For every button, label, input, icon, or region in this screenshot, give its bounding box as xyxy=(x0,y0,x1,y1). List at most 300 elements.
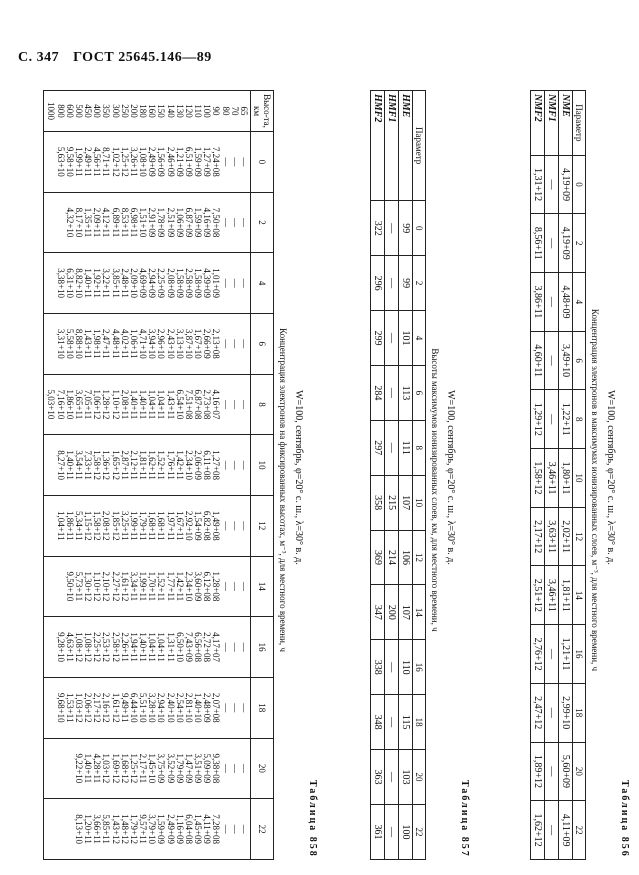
table-cell: 1,04+11 xyxy=(156,632,167,662)
table-cell: 1,22+11 xyxy=(559,390,573,449)
height-value: 500 xyxy=(73,104,84,118)
table-cell: 6,87+09 xyxy=(183,207,194,238)
table-cell: — xyxy=(545,683,559,742)
table-cell: 2,02+11 xyxy=(559,507,573,566)
height-value: 140 xyxy=(165,104,176,118)
table-row xyxy=(545,91,559,860)
table-cell: 1,58+12 xyxy=(92,450,103,481)
table-cell: 99 xyxy=(399,256,413,311)
hour-header: 22 xyxy=(413,804,426,859)
table-cell: 6,44+10 xyxy=(128,692,139,723)
table-cell: 107 xyxy=(399,475,413,530)
table-cell: 284 xyxy=(371,365,385,420)
hour-header: 20 xyxy=(413,750,426,805)
table-cell: 1,40+11 xyxy=(83,268,94,298)
height-value: 110 xyxy=(193,104,204,118)
table-cell: 1,67+11 xyxy=(174,511,185,541)
hour-header: 20 xyxy=(573,742,586,801)
table-cell: 2,07+08 xyxy=(211,692,222,723)
table-cell: 1,08+10 xyxy=(138,146,149,177)
height-value: 250 xyxy=(119,104,130,118)
table-cell: 2,06+12 xyxy=(83,692,94,723)
table-cell: — xyxy=(220,339,231,349)
hour-header: 2 xyxy=(251,192,274,253)
table-cell: 7,28+08 xyxy=(211,814,222,845)
table-cell: — xyxy=(220,217,231,227)
table-cell: 1,81+11 xyxy=(138,450,149,480)
table-cell: 2,34+10 xyxy=(183,571,194,602)
table-cell: 2,91+09 xyxy=(147,207,158,238)
table-cell: 3,31+10 xyxy=(55,328,66,359)
table-cell: 1,43+11 xyxy=(165,389,176,420)
table-cell: — xyxy=(545,801,559,860)
hour-header: 4 xyxy=(413,311,426,366)
table-cell: — xyxy=(545,331,559,390)
table-cell: — xyxy=(239,460,249,470)
page-number: С. 347 xyxy=(18,50,60,65)
table-cell: 2,43+10 xyxy=(165,328,176,359)
table-cell: 1,02+12 xyxy=(110,146,121,177)
table-cell: 1,27+08 xyxy=(211,450,222,481)
table-cell: 2,09+10 xyxy=(128,268,139,299)
hour-header: 16 xyxy=(251,617,274,678)
hour-header: 18 xyxy=(573,683,586,742)
table-cell: 1,97+11 xyxy=(165,511,176,541)
table-cell: — xyxy=(385,365,399,420)
table-cell: 1,78+09 xyxy=(156,207,167,238)
table-row xyxy=(559,91,573,860)
table-cell: — xyxy=(220,460,231,470)
param-name: HMF2 xyxy=(371,91,385,201)
table-cell: 361 xyxy=(371,804,385,859)
table-cell: 1,36+12 xyxy=(101,450,112,481)
table-cell: — xyxy=(239,581,249,591)
height-value: 130 xyxy=(174,104,185,118)
table-cell: 1,15+12 xyxy=(83,510,94,541)
table-cell: 2,13+08 xyxy=(211,328,222,359)
table-cell: 7,24+08 xyxy=(211,146,222,177)
table-cell: 1,70+11 xyxy=(147,571,158,602)
value-column xyxy=(44,374,251,435)
hour-header: 14 xyxy=(413,585,426,640)
table-856-label: Таблица 856 xyxy=(619,780,630,858)
table-cell: 1,40+11 xyxy=(138,632,149,662)
table-cell: 9,50+10 xyxy=(64,571,75,602)
table-cell: 1,49+08 xyxy=(211,510,222,541)
hour-header: 14 xyxy=(573,566,586,625)
table-cell: 4,71+10 xyxy=(138,328,149,359)
param-name: NME xyxy=(559,91,573,156)
table-cell: 3,13+10 xyxy=(174,328,185,359)
height-value: 70 xyxy=(229,106,240,116)
table-cell: — xyxy=(229,642,240,652)
value-column xyxy=(44,435,251,496)
hour-header: 8 xyxy=(573,390,586,449)
table-cell: 4,16+07 xyxy=(211,389,222,420)
table-cell: 3,60+09 xyxy=(193,571,204,602)
hour-header: 18 xyxy=(251,677,274,738)
height-value: 200 xyxy=(128,104,139,118)
table-cell: 1,31+12 xyxy=(531,155,545,214)
table-cell: — xyxy=(229,399,240,409)
table-cell: — xyxy=(545,625,559,684)
hour-header: 10 xyxy=(413,475,426,530)
table-cell: 6,87+08 xyxy=(193,389,204,420)
height-column xyxy=(44,91,251,132)
table-cell: 2,49+09 xyxy=(165,814,176,845)
table-cell: 1,21+09 xyxy=(174,146,185,177)
table-cell: 1,86+10 xyxy=(64,389,75,420)
table-cell: 1,58+12 xyxy=(531,449,545,508)
table-cell: 1,30+12 xyxy=(83,571,94,602)
table-cell: 2,66+09 xyxy=(202,328,213,359)
table-cell: 1,62+11 xyxy=(147,450,158,480)
table-857-caption: W=100, сентябрь, φ=20° с. ш., λ=30° в. д. xyxy=(445,390,456,565)
table-cell: 2,08+09 xyxy=(165,268,176,299)
table-cell: 1,06+09 xyxy=(174,207,185,238)
hour-header: 4 xyxy=(573,273,586,332)
table-cell: 4,11+09 xyxy=(559,801,573,860)
hour-header: 0 xyxy=(413,201,426,256)
table-cell: — xyxy=(229,824,240,834)
table-cell: 1,01+09 xyxy=(211,268,222,299)
hour-header: 2 xyxy=(573,214,586,273)
table-cell: 1,54+09 xyxy=(193,510,204,541)
table-header-row xyxy=(251,91,274,860)
table-cell: 2,73+08 xyxy=(202,389,213,420)
table-cell: — xyxy=(239,521,249,531)
table-cell: 1,68+11 xyxy=(156,511,167,541)
hour-header: 14 xyxy=(251,556,274,617)
table-cell: 2,25+09 xyxy=(156,268,167,299)
table-cell: 111 xyxy=(399,420,413,475)
param-name: HMF1 xyxy=(385,91,399,201)
table-cell: — xyxy=(385,695,399,750)
table-cell: — xyxy=(229,581,240,591)
table-cell: — xyxy=(385,420,399,475)
table-857-subcaption: Высоты максимумов ионизированных слоев, км, для местного времени, ч xyxy=(430,348,440,632)
table-cell: — xyxy=(239,703,249,713)
param-header: Параметр xyxy=(573,91,586,156)
hour-header: 0 xyxy=(573,155,586,214)
table-cell: 2,17+12 xyxy=(531,507,545,566)
table-cell: 5,85+11 xyxy=(101,814,112,844)
table-cell: 7,33+11 xyxy=(83,450,94,480)
table-cell: 1,65+12 xyxy=(110,450,121,481)
table-row xyxy=(385,91,399,860)
table-cell: 5,60+09 xyxy=(559,742,573,801)
table-cell: 1,27+09 xyxy=(202,146,213,177)
table-cell: 1,04+11 xyxy=(147,389,158,420)
table-cell: 4,56+11 xyxy=(92,147,103,177)
hour-header: 16 xyxy=(413,640,426,695)
table-cell: 2,58+12 xyxy=(110,632,121,662)
table-cell: 2,72+08 xyxy=(202,632,213,662)
table-cell: 1,40+11 xyxy=(64,450,75,480)
hour-header: 12 xyxy=(251,495,274,556)
table-cell: — xyxy=(220,278,231,288)
table-cell: 6,50+10 xyxy=(174,632,185,662)
table-cell: — xyxy=(239,642,249,652)
table-cell: 2,08+11 xyxy=(119,389,130,420)
table-cell: 2,54+10 xyxy=(174,692,185,723)
table-cell: 2,92+10 xyxy=(183,510,194,541)
table-cell: — xyxy=(220,763,231,773)
height-value: 180 xyxy=(138,104,149,118)
height-value: 600 xyxy=(64,104,75,118)
table-cell: 1,51+10 xyxy=(138,207,149,238)
table-cell: 348 xyxy=(371,695,385,750)
table-cell: 1,56+09 xyxy=(156,146,167,177)
table-cell: 3,38+10 xyxy=(55,268,66,299)
table-cell: 1,16+09 xyxy=(174,814,185,845)
table-cell: 1,59+09 xyxy=(156,814,167,845)
table-cell: 7,51+08 xyxy=(183,389,194,420)
table-cell: 3,65+11 xyxy=(73,389,84,420)
table-cell: 9,38+08 xyxy=(211,753,222,784)
table-cell: 3,63+11 xyxy=(545,507,559,566)
table-857 xyxy=(370,90,426,860)
table-cell: — xyxy=(220,581,231,591)
table-cell: 7,43+09 xyxy=(183,632,194,662)
table-cell: 8,71+11 xyxy=(101,147,112,177)
height-value: 800 xyxy=(55,104,66,118)
table-cell: 4,02+11 xyxy=(119,329,130,359)
table-cell: 2,94+10 xyxy=(156,692,167,723)
table-cell: 4,48+11 xyxy=(110,329,121,359)
table-cell: 8,88+10 xyxy=(73,328,84,359)
table-cell: 1,08+12 xyxy=(83,632,94,662)
table-cell: — xyxy=(229,460,240,470)
hour-header: 8 xyxy=(413,420,426,475)
table-cell: — xyxy=(239,824,249,834)
table-cell: — xyxy=(385,201,399,256)
rotated-tables xyxy=(15,90,630,865)
table-cell: 7,05+11 xyxy=(83,389,94,420)
height-value: 150 xyxy=(156,104,167,118)
table-cell: 1,89+12 xyxy=(531,742,545,801)
table-cell: 4,60+11 xyxy=(531,331,545,390)
hour-header: 18 xyxy=(413,695,426,750)
param-header: Параметр xyxy=(413,91,426,201)
height-value: 450 xyxy=(83,104,94,118)
table-cell: 1,20+11 xyxy=(83,814,94,844)
table-cell: 6,11+08 xyxy=(202,450,213,480)
table-cell: 1,62+12 xyxy=(531,801,545,860)
table-cell: 107 xyxy=(399,585,413,640)
value-column xyxy=(44,253,251,314)
table-cell: 8,53+11 xyxy=(119,207,130,238)
table-cell: — xyxy=(385,804,399,859)
table-cell: 3,49+10 xyxy=(559,331,573,390)
table-cell: 1,04+11 xyxy=(147,632,158,662)
table-cell: 3,46+11 xyxy=(545,449,559,508)
table-cell: 1,58+12 xyxy=(92,510,103,541)
hour-header: 4 xyxy=(251,253,274,314)
table-cell: 3,26+11 xyxy=(128,147,139,177)
table-cell: 338 xyxy=(371,640,385,695)
param-name: NMF2 xyxy=(531,91,545,156)
table-cell: 3,52+09 xyxy=(165,753,176,784)
table-858 xyxy=(43,90,274,860)
table-cell: 5,03+10 xyxy=(46,389,57,420)
table-cell: — xyxy=(545,214,559,273)
table-856-caption: W=100, сентябрь, φ=20° с. ш., λ=30° в. д. xyxy=(605,390,616,565)
table-cell: 2,08+12 xyxy=(101,510,112,541)
table-856 xyxy=(530,90,586,860)
table-cell: 2,26+11 xyxy=(119,632,130,662)
table-cell: 1,31+11 xyxy=(165,632,176,662)
value-column xyxy=(44,799,251,860)
table-cell: 1,58+09 xyxy=(174,268,185,299)
table-cell: — xyxy=(545,742,559,801)
table-cell: 6,12+08 xyxy=(202,571,213,602)
table-cell: 8,56+11 xyxy=(531,214,545,273)
table-cell: 6,51+09 xyxy=(183,146,194,177)
height-value: 160 xyxy=(147,104,158,118)
table-cell: 1,58+09 xyxy=(193,268,204,299)
height-value: 1000 xyxy=(46,102,57,120)
param-name: HME xyxy=(399,91,413,201)
table-cell: 2,06+09 xyxy=(193,450,204,481)
table-cell: 2,25+12 xyxy=(92,632,103,662)
table-cell: 1,35+11 xyxy=(83,207,94,238)
table-cell: 1,06+11 xyxy=(128,329,139,359)
table-cell: 3,66+11 xyxy=(92,814,103,844)
table-cell: — xyxy=(229,217,240,227)
hour-header: 6 xyxy=(413,365,426,420)
table-cell: 1,45+09 xyxy=(193,814,204,845)
table-cell: — xyxy=(229,157,240,167)
table-cell: 5,51+10 xyxy=(138,692,149,723)
table-cell: — xyxy=(239,763,249,773)
table-cell: — xyxy=(545,155,559,214)
table-cell: — xyxy=(385,256,399,311)
table-cell: 4,48+09 xyxy=(559,273,573,332)
table-858-subcaption: Концентрация электронов на фиксированных высотах, м⁻³, для местного времени, ч xyxy=(278,328,288,652)
height-header: Высо-та, км xyxy=(251,91,274,132)
table-cell: 2,51+09 xyxy=(165,207,176,238)
table-cell: 2,49+11 xyxy=(83,147,94,177)
table-cell: — xyxy=(220,824,231,834)
table-cell: 215 xyxy=(385,475,399,530)
table-cell: 297 xyxy=(371,420,385,475)
table-cell: 4,39+09 xyxy=(202,268,213,299)
height-value: 350 xyxy=(101,104,112,118)
hour-header: 10 xyxy=(251,435,274,496)
table-cell: 6,82+08 xyxy=(202,510,213,541)
table-row xyxy=(371,91,385,860)
hour-header: 10 xyxy=(573,449,586,508)
table-cell: 1,28+12 xyxy=(101,389,112,420)
table-cell: 9,68+10 xyxy=(55,692,66,723)
table-cell: 4,28+11 xyxy=(92,753,103,784)
height-value: 65 xyxy=(239,106,249,116)
table-cell: 3,22+11 xyxy=(101,268,112,298)
table-cell: 2,58+09 xyxy=(183,268,194,299)
table-cell: 8,17+10 xyxy=(73,207,84,238)
table-cell: 2,17+11 xyxy=(138,753,149,784)
table-cell: 1,61+12 xyxy=(110,692,121,723)
table-cell: 369 xyxy=(371,530,385,585)
table-cell: — xyxy=(385,311,399,366)
table-cell: 322 xyxy=(371,201,385,256)
table-cell: — xyxy=(239,399,249,409)
hour-header: 12 xyxy=(413,530,426,585)
table-cell: 2,16+12 xyxy=(101,692,112,723)
table-cell: — xyxy=(545,390,559,449)
table-row xyxy=(44,91,251,860)
table-cell: 1,21+11 xyxy=(559,625,573,684)
hour-header: 20 xyxy=(251,738,274,799)
table-cell: 3,94+10 xyxy=(147,328,158,359)
hour-header: 0 xyxy=(251,132,274,193)
table-cell: 9,58+10 xyxy=(64,146,75,177)
table-cell: 2,10+12 xyxy=(101,571,112,602)
table-cell: 1,69+12 xyxy=(110,753,121,784)
table-cell: 1,03+12 xyxy=(73,692,84,723)
table-cell: 115 xyxy=(399,695,413,750)
table-cell: 4,11+09 xyxy=(202,814,213,844)
table-cell: 1,86+11 xyxy=(64,511,75,541)
table-cell: 100 xyxy=(399,804,413,859)
table-cell: 1,77+11 xyxy=(165,571,176,602)
table-cell: 6,56+08 xyxy=(193,632,204,662)
table-cell: 1,79+11 xyxy=(138,511,149,541)
table-cell: 2,48+09 xyxy=(202,692,213,723)
height-value: 120 xyxy=(183,104,194,118)
table-cell: 1,81+11 xyxy=(559,566,573,625)
table-cell: 1,25+12 xyxy=(128,753,139,784)
table-cell: 1,42+11 xyxy=(174,571,185,602)
table-cell: — xyxy=(239,217,249,227)
table-header-row xyxy=(573,91,586,860)
table-cell: 1,06+12 xyxy=(92,389,103,420)
table-cell: 2,40+10 xyxy=(165,692,176,723)
table-cell: 2,12+11 xyxy=(128,450,139,480)
table-cell: 1,43+11 xyxy=(83,329,94,359)
table-cell: 1,53+11 xyxy=(64,692,75,723)
table-cell: 4,17+07 xyxy=(211,632,222,662)
hour-header: 16 xyxy=(573,625,586,684)
page-header xyxy=(18,50,222,66)
table-cell: 1,43+12 xyxy=(110,814,121,845)
table-cell: — xyxy=(239,339,249,349)
table-cell: 3,86+11 xyxy=(531,273,545,332)
param-name: NMF1 xyxy=(545,91,559,156)
table-cell: 296 xyxy=(371,256,385,311)
table-cell: — xyxy=(220,399,231,409)
table-cell: 1,40+10 xyxy=(193,692,204,723)
table-cell: 6,89+11 xyxy=(110,207,121,238)
table-cell: 3,34+11 xyxy=(128,571,139,602)
table-857-label: Таблица 857 xyxy=(459,780,470,858)
table-cell: 2,49+09 xyxy=(147,146,158,177)
table-cell: 1,52+11 xyxy=(156,450,167,480)
value-column xyxy=(44,556,251,617)
table-cell: 1,85+12 xyxy=(110,510,121,541)
table-cell: 3,79+10 xyxy=(147,814,158,845)
table-cell: 103 xyxy=(399,750,413,805)
value-column xyxy=(44,677,251,738)
table-cell: 8,13+10 xyxy=(73,814,84,845)
table-cell: 9,49+11 xyxy=(119,692,130,723)
table-cell: 9,57+11 xyxy=(138,814,149,844)
table-cell: 363 xyxy=(371,750,385,805)
table-cell: 1,68+11 xyxy=(147,511,158,541)
table-cell: 1,59+09 xyxy=(193,207,204,238)
table-cell: 1,99+11 xyxy=(138,571,149,602)
